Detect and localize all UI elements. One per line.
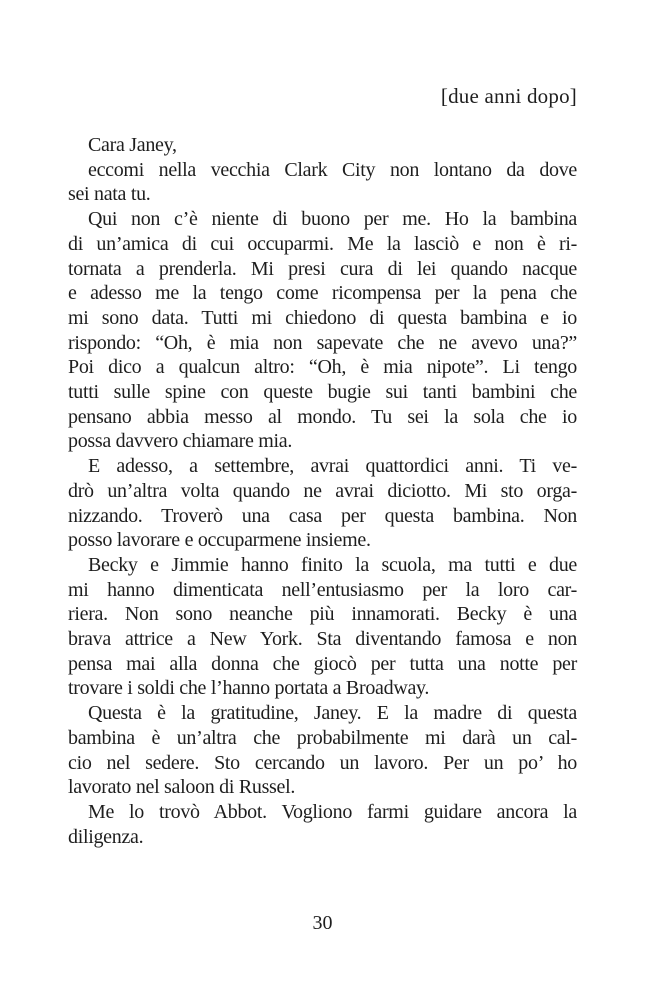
text-line: Becky e Jimmie hanno finito la scuola, ma tutti e due (88, 553, 577, 576)
text-line: brava attrice a New York. Sta diventando famosa e non (68, 628, 577, 651)
section-header: [due anni dopo] (440, 84, 577, 108)
text-line: E adesso, a settembre, avrai quattordici anni. Ti ve- (88, 455, 577, 478)
text-line: posso lavorare e occuparmene insieme. (68, 529, 371, 552)
paragraph (68, 454, 577, 553)
text-line: rispondo: “Oh, è mia non sapevate che ne avevo una?” (68, 331, 577, 354)
text-line: diligenza. (68, 825, 144, 848)
text-line: e adesso me la tengo come ricompensa per la pena che (68, 282, 577, 305)
text-line: Me lo trovò Abbot. Vogliono farmi guidare ancora la (88, 800, 577, 823)
text-line: nizzando. Troverò una casa per questa bambina. Non (68, 504, 577, 527)
text-line: di un’amica di cui occuparmi. Me la lasciò e non è ri- (68, 232, 577, 255)
text-line: mi sono data. Tutti mi chiedono di questa bambina e io (68, 306, 577, 329)
paragraph (68, 553, 577, 701)
text-line: cio nel sedere. Sto cercando un lavoro. Per un po’ ho (68, 751, 577, 774)
paragraph (68, 133, 577, 158)
paragraph (68, 701, 577, 800)
text-line: pensano abbia messo al mondo. Tu sei la sola che io (68, 405, 577, 428)
text-line: riera. Non sono neanche più innamorati. Becky è una (68, 603, 577, 626)
text-line: trovare i soldi che l’hanno portata a Broadway. (68, 677, 430, 700)
page-number: 30 (312, 912, 333, 934)
text-line: possa davvero chiamare mia. (68, 430, 293, 453)
text-line: eccomi nella vecchia Clark City non lontano da dove (88, 158, 577, 181)
text-line: Qui non c’è niente di buono per me. Ho la bambina (88, 208, 577, 231)
text-line: tornata a prenderla. Mi presi cura di lei quando nacque (68, 257, 577, 280)
text-line: Questa è la gratitudine, Janey. E la madre di questa (88, 702, 577, 725)
text-line: tutti sulle spine con queste bugie sui tanti bambini che (68, 381, 577, 404)
text-line: sei nata tu. (68, 183, 151, 206)
paragraph (68, 207, 577, 454)
text-line: mi hanno dimenticata nell’entusiasmo per la loro car- (68, 578, 577, 601)
text-line: bambina è un’altra che probabilmente mi darà un cal- (68, 726, 577, 749)
text-line: pensa mai alla donna che giocò per tutta una notte per (68, 652, 577, 675)
letter-body (68, 133, 577, 849)
text-line: Poi dico a qualcun altro: “Oh, è mia nipote”. Li tengo (68, 356, 577, 379)
paragraph (68, 800, 577, 849)
text-line: Cara Janey, (88, 134, 177, 156)
text-line: drò un’altra volta quando ne avrai diciotto. Mi sto orga- (68, 479, 577, 502)
text-line: lavorato nel saloon di Russel. (68, 776, 296, 799)
paragraph (68, 158, 577, 207)
